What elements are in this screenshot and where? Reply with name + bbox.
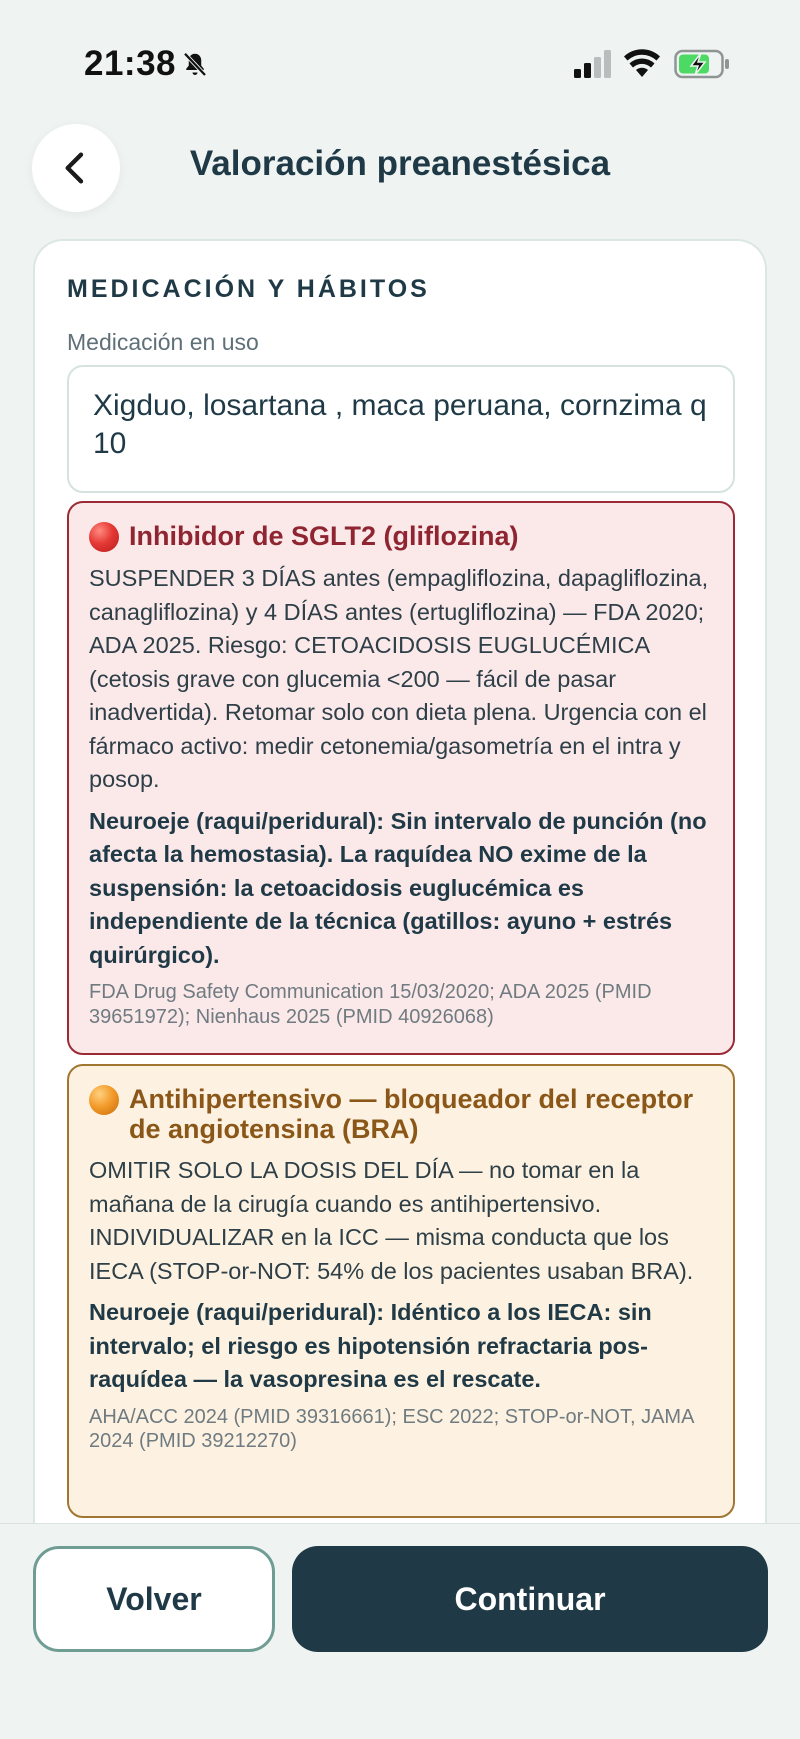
- alert-neuro-note: Neuroeje (raqui/peridural): Idéntico a los IECA: sin intervalo; el riesgo es hipotensión refractaria pos-raquídea — la vasopresina es el rescate.: [89, 1299, 652, 1392]
- section-title: MEDICACIÓN Y HÁBITOS: [67, 275, 430, 303]
- bell-off-icon: [180, 50, 210, 80]
- wifi-icon: [624, 48, 660, 78]
- alert-neuro-note: Neuroeje (raqui/peridural): Sin intervalo de punción (no afecta la hemostasia). La raquídea NO exime de la suspensión: la cetoacidosis euglucémica es independiente de la técnica (gatillos: ayuno + estrés quirúrgico).: [89, 807, 707, 968]
- continuar-button[interactable]: Continuar: [292, 1546, 768, 1652]
- alert-header: [89, 1084, 713, 1144]
- alert-sglt2: [67, 501, 735, 1055]
- back-button[interactable]: [32, 124, 120, 212]
- alert-references: FDA Drug Safety Communication 15/03/2020; ADA 2025 (PMID 39651972); Nienhaus 2025 (PMID 40926068): [89, 981, 652, 1028]
- alert-title: Inhibidor de SGLT2 (gliflozina): [129, 521, 519, 551]
- status-time: 21:38: [84, 44, 177, 83]
- medication-card: [33, 239, 767, 1539]
- orange-circle-icon: [89, 1085, 119, 1115]
- alert-body: OMITIR SOLO LA DOSIS DEL DÍA — no tomar en la mañana de la cirugía cuando es antihipertensivo. INDIVIDUALIZAR en la ICC — misma conducta que los IECA (STOP-or-NOT: 54% de los pacientes usaban BRA).: [89, 1157, 694, 1284]
- medication-input[interactable]: [67, 365, 735, 493]
- alert-body: SUSPENDER 3 DÍAS antes (empagliflozina, dapagliflozina, canagliflozina) y 4 DÍAS antes (ertugliflozina) — FDA 2020; ADA 2025. Riesgo: CETOACIDOSIS EUGLUCÉMICA (cetosis grave con glucemia <200 — fácil de pasar inadvertida). Retomar solo con dieta plena. Urgencia con el fármaco activo: medir cetonemia/gasometría en el intra y posop.: [89, 565, 709, 792]
- page-title: Valoración preanestésica: [189, 144, 611, 183]
- battery-charging-icon: [674, 49, 730, 79]
- alert-bra: [67, 1064, 735, 1518]
- alert-title: Antihipertensivo — bloqueador del receptor de angiotensina (BRA): [129, 1084, 694, 1144]
- status-bar: [0, 0, 800, 120]
- volver-button[interactable]: Volver: [33, 1546, 275, 1652]
- chevron-left-icon: [56, 148, 96, 188]
- alert-header: [89, 521, 713, 552]
- alert-references: AHA/ACC 2024 (PMID 39316661); ESC 2022; STOP-or-NOT, JAMA 2024 (PMID 39212270): [89, 1405, 694, 1452]
- medication-label: Medicación en uso: [67, 329, 259, 355]
- cellular-signal-icon: [574, 50, 612, 78]
- bottom-action-bar: [0, 1523, 800, 1739]
- red-circle-icon: [89, 522, 119, 552]
